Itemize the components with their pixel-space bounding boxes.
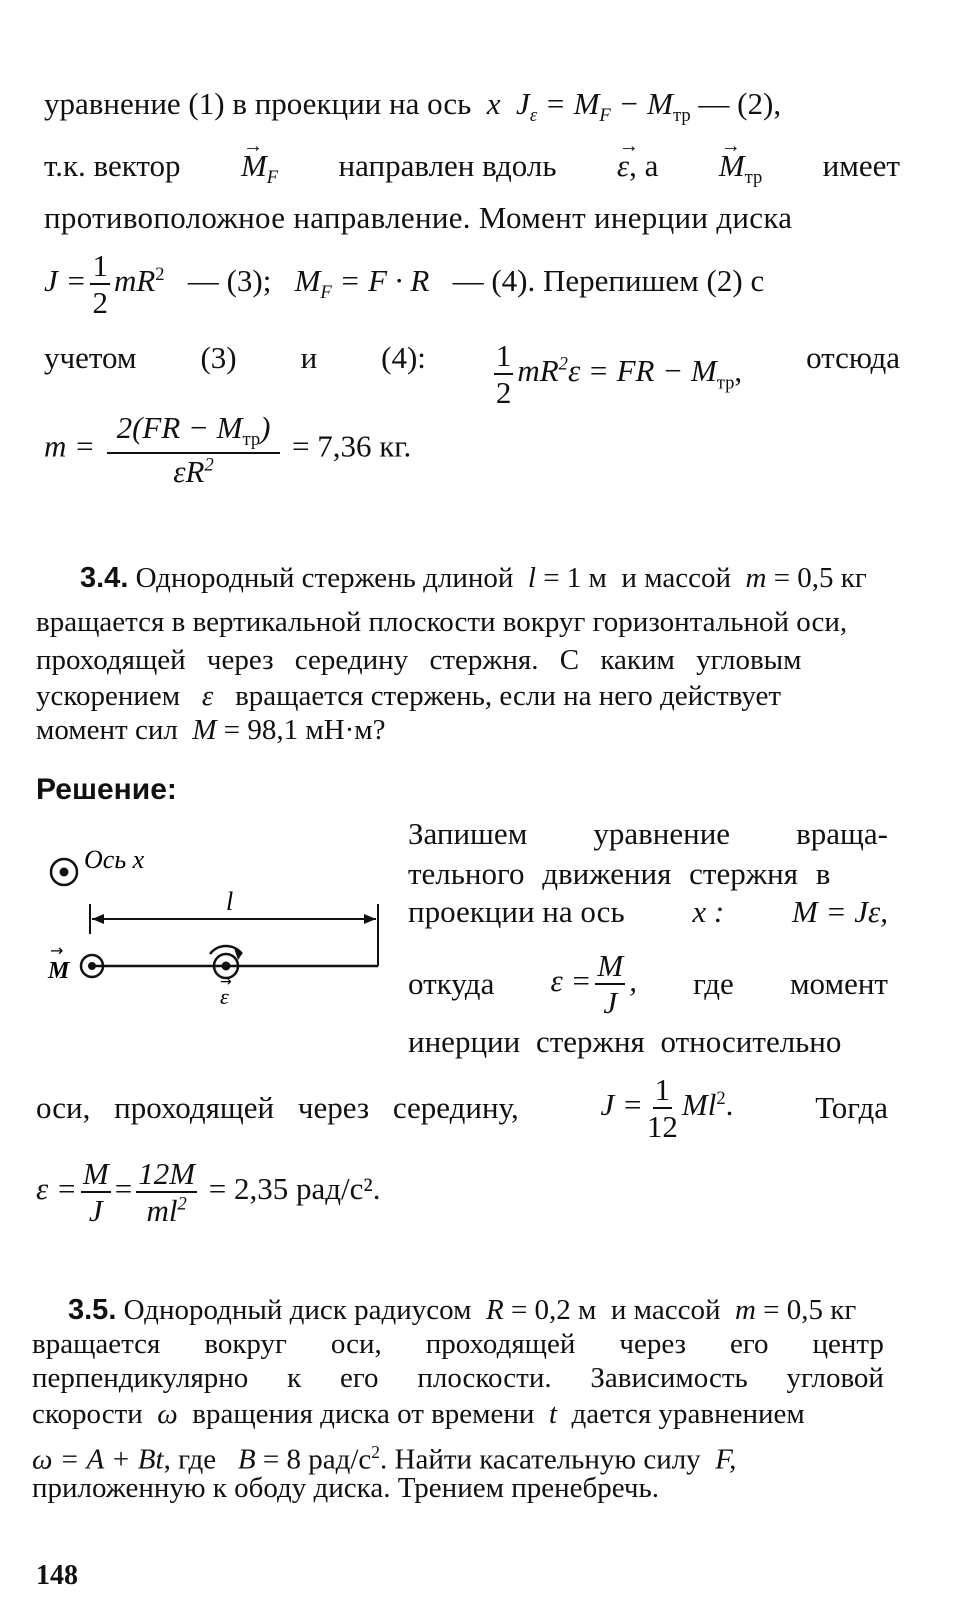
sol2-row1 — [408, 816, 888, 852]
problem34-line2: вращается в вертикальной плоскости вокруг горизонтальной оси, — [36, 606, 848, 638]
solution1-line4: J = $\frac{1}{2}$ $mR^2$ — (3); $M_F = F \cdot R$ — (4). Перепишем (2) с — [44, 248, 765, 320]
s1-l5-d: (4): — [381, 340, 426, 375]
sol2-result-value: = 2,35 рад/с². — [208, 1171, 381, 1207]
solution1-line1-text: уравнение (1) в проекции на ось — [44, 86, 472, 121]
p35-l2-w: через — [619, 1328, 687, 1360]
p35-l2-w: проходящей — [425, 1328, 576, 1360]
sol2-r4-b: где — [693, 966, 734, 1001]
length-label: l — [226, 887, 234, 916]
page-number: 148 — [36, 1560, 78, 1591]
p35-l4-c: дается уравнением — [571, 1398, 805, 1430]
p35-l4-a: скорости — [32, 1398, 143, 1430]
p34-l4-b: вращается стержень, если на него действует — [235, 680, 782, 712]
s1-l5-a: учетом — [44, 340, 137, 375]
problem35-line1: 3.5. Однородный диск радиусом R = 0,2 м и массой m = 0,5 кг — [68, 1294, 857, 1326]
p35-l3-w: угловой — [786, 1362, 884, 1394]
s1-l2-a: т.к. вектор — [44, 148, 181, 183]
p35-l2-w: центр — [812, 1328, 884, 1360]
sol2-r4-c: момент — [789, 966, 888, 1001]
p35-l3-w: плоскости. — [417, 1362, 552, 1394]
p35-l5-b: . Найти касательную силу — [380, 1443, 701, 1476]
s1-l5-c: и — [300, 340, 318, 375]
p35-l1-b: и массой — [610, 1294, 721, 1326]
solution1-result: m = $\frac{2(FR - M_{тр})}{\varepsilon R^2}$ = 7,36 кг. — [44, 410, 412, 489]
problem35-number: 3.5. — [68, 1294, 117, 1326]
sol2-result: ε = $\frac{M}{J}$ = $\frac{12M}{ml^2}$ = 2,35 рад/с². — [36, 1156, 381, 1228]
solution1-line2: т.к. вектор → $M_F$ направлен вдоль → ε, а → $M_{тр}$ имеет — [44, 148, 900, 196]
solution1-line1: уравнение (1) в проекции на ось x $J_\varepsilon = M_F - M_{тр}$ — (2), — [44, 86, 782, 127]
axis-label: Ось x — [84, 845, 145, 874]
sol2-f1-b: Тогда — [815, 1090, 888, 1125]
solution1-line1-end: — (2), — [698, 86, 782, 121]
sol2-r3-a: проекции на ось — [408, 894, 625, 929]
p35-l3-w: к — [287, 1362, 302, 1394]
p35-l1-a: Однородный диск радиусом — [123, 1294, 472, 1326]
p35-l3-w: Зависимость — [590, 1362, 748, 1394]
solution1-line5: учетом (3) и (4): $\frac{1}{2}$ $mR^2\varepsilon$ = FR − $M_{тр}$, отсюда — [44, 338, 900, 410]
sol2-row2: тельного движения стержня в — [408, 856, 831, 891]
rod-figure — [30, 830, 390, 1030]
solution1-line3: противоположное направление. Момент инерции диска — [44, 200, 793, 235]
sol2-r1-c: враща- — [796, 816, 888, 851]
s1-l2-c: , а — [629, 148, 659, 183]
p35-l3-w: его — [340, 1362, 379, 1394]
problem34-line4: ускорением ε вращается стержень, если на него действует — [36, 680, 782, 712]
sol2-r1-b: уравнение — [593, 816, 731, 851]
problem35-line4: скорости ω вращения диска от времени t дается уравнением — [32, 1398, 805, 1430]
problem35-line3 — [32, 1360, 884, 1396]
sol2-r4-a: откуда — [408, 966, 495, 1001]
sol2-full1: оси, проходящей через середину, J = $\frac{1}{12}$ Ml$^2$. Тогда — [36, 1072, 888, 1144]
sol2-row5: инерции стержня относительно — [408, 1024, 842, 1059]
p35-l2-w: вокруг — [204, 1328, 287, 1360]
sol2-r1-a: Запишем — [408, 816, 528, 851]
sol2-row3: проекции на ось x : M = Jε, — [408, 894, 888, 929]
p35-l5-a: , где — [163, 1443, 217, 1476]
p35-l4-b: вращения диска от времени — [192, 1398, 535, 1430]
p34-l5-b: = 98,1 мН·м? — [223, 714, 386, 746]
problem34-line1: 3.4. Однородный стержень длиной l = 1 м и массой m = 0,5 кг — [80, 562, 867, 594]
p34-l5-a: момент сил — [36, 714, 178, 746]
svg-text:→: → — [50, 941, 64, 960]
s1-l4-a: — (3); — [187, 263, 272, 299]
sol2-r3-b: M = Jε, — [792, 894, 888, 929]
solution-heading: Решение: — [36, 773, 177, 806]
eps-label: ε — [220, 984, 229, 1009]
problem34-line5: момент сил M = 98,1 мН·м? — [36, 714, 386, 746]
p34-l1-b: и массой — [621, 562, 731, 594]
p35-l2-w: вращается — [32, 1328, 161, 1360]
problem35-line6: приложенную к ободу диска. Трением пренебречь. — [32, 1472, 659, 1504]
s1-l2-d: имеет — [822, 148, 900, 183]
axis-marker-icon — [51, 859, 77, 885]
s1-l2-b: направлен вдоль — [338, 148, 557, 183]
s1-l5-e: отсюда — [806, 340, 900, 375]
moment-label: M — [48, 958, 70, 984]
p34-l1-a: Однородный стержень длиной — [135, 562, 514, 594]
s1-l5-b: (3) — [200, 340, 237, 375]
p35-l2-w: его — [729, 1328, 769, 1360]
sol2-row4: откуда ε = $\frac{M}{J}$ , где момент — [408, 948, 888, 1020]
svg-text:→: → — [220, 974, 232, 990]
problem34-number: 3.4. — [80, 562, 129, 594]
p35-l2-w: оси, — [330, 1328, 382, 1360]
s1-result-value: = 7,36 кг. — [291, 428, 412, 464]
sol2-f1-a: оси, проходящей через середину, — [36, 1090, 519, 1125]
problem35-line2 — [32, 1326, 884, 1362]
p35-l3-w: перпендикулярно — [32, 1362, 249, 1394]
problem34-line3: проходящей через середину стержня. С каким угловым — [36, 644, 802, 676]
problem35-line5: ω = A + Bt, где B = 8 рад/$с^2$. Найти касательную силу F, — [32, 1442, 737, 1476]
s1-l4-b: — (4). Перепишем (2) с — [452, 263, 765, 299]
p34-l4-a: ускорением — [36, 680, 181, 712]
